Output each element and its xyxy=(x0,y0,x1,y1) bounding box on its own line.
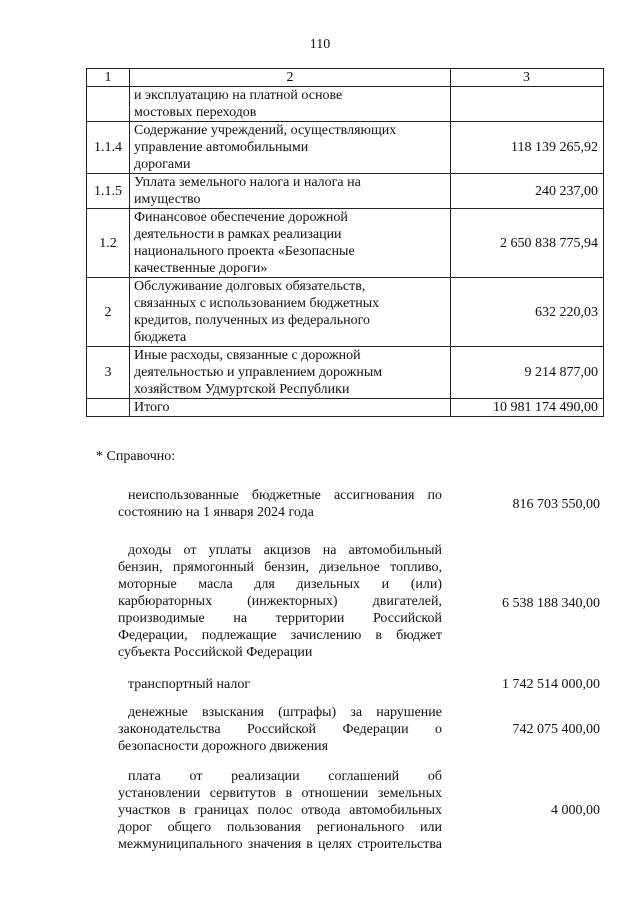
reference-line: моторные масла для дизельных и (или) xyxy=(118,577,442,592)
row-description xyxy=(130,347,451,399)
row-description xyxy=(130,209,451,278)
reference-item xyxy=(118,487,442,521)
header-col-1: 1 xyxy=(87,69,130,87)
description-line: Содержание учреждений, осуществляющих xyxy=(134,123,397,138)
row-description xyxy=(130,174,451,209)
row-amount: 9 214 877,00 xyxy=(451,347,604,399)
table-row xyxy=(87,87,604,122)
reference-line: законодательства Российской Федерации о xyxy=(118,722,442,737)
table-row xyxy=(87,347,604,399)
description-line: хозяйством Удмуртской Республики xyxy=(134,382,350,397)
reference-line: участков в границах полос отвода автомобильных xyxy=(118,803,442,818)
description-line: и эксплуатацию на платной основе xyxy=(134,88,343,103)
description-line: Обслуживание долговых обязательств, xyxy=(134,279,366,294)
description-line: связанных с использованием бюджетных xyxy=(134,296,380,311)
reference-line: производимые на территории Российской xyxy=(118,611,442,626)
description-line: деятельности в рамках реализации xyxy=(134,227,342,242)
description-line: Финансовое обеспечение дорожной xyxy=(134,210,348,225)
reference-value: 1 742 514 000,00 xyxy=(502,677,600,692)
reference-line: доходы от уплаты акцизов на автомобильный xyxy=(128,543,442,558)
reference-item xyxy=(118,704,442,755)
description-line: кредитов, полученных из федерального xyxy=(134,313,370,328)
reference-value: 4 000,00 xyxy=(551,803,600,818)
row-description xyxy=(130,278,451,347)
reference-line: состоянию на 1 января 2024 года xyxy=(118,505,314,520)
reference-line: межмуниципального значения в целях строительства xyxy=(118,837,442,852)
reference-line: бензин, прямогонный бензин, дизельное топливо, xyxy=(118,560,442,575)
reference-item xyxy=(118,542,442,661)
description-line: деятельностью и управлением дорожным xyxy=(134,365,383,380)
row-number: 2 xyxy=(87,278,130,347)
row-amount: 240 237,00 xyxy=(451,174,604,209)
reference-line: карбюраторных (инжекторных) двигателей, xyxy=(118,594,442,609)
total-amount: 10 981 174 490,00 xyxy=(451,399,604,417)
table-row xyxy=(87,278,604,347)
reference-value: 742 075 400,00 xyxy=(512,722,600,737)
header-col-3: 3 xyxy=(451,69,604,87)
page-number: 110 xyxy=(309,37,331,52)
row-number: 1.2 xyxy=(87,209,130,278)
reference-line: неиспользованные бюджетные ассигнования по xyxy=(128,488,442,503)
table-total-row xyxy=(87,399,604,417)
table-row xyxy=(87,174,604,209)
description-line: бюджета xyxy=(134,330,187,345)
budget-table xyxy=(86,68,604,417)
reference-value: 816 703 550,00 xyxy=(512,497,600,512)
row-number: 1.1.4 xyxy=(87,122,130,174)
reference-line: установлении сервитутов в отношении земельных xyxy=(118,786,442,801)
total-label: Итого xyxy=(134,400,170,415)
row-number: 3 xyxy=(87,347,130,399)
row-number xyxy=(87,87,130,122)
description-line: дорогами xyxy=(134,157,191,172)
reference-line: Федерации, подлежащие зачислению в бюджет xyxy=(118,628,442,643)
reference-line: денежные взыскания (штрафы) за нарушение xyxy=(128,705,442,720)
description-line: Уплата земельного налога и налога на xyxy=(134,175,361,190)
reference-line: плата от реализации соглашений об xyxy=(128,769,442,784)
row-description xyxy=(130,399,451,417)
description-line: качественные дороги» xyxy=(134,261,268,276)
header-col-2: 2 xyxy=(130,69,451,87)
row-amount xyxy=(451,87,604,122)
reference-line: субъекта Российской Федерации xyxy=(118,645,313,660)
reference-title: * Справочно: xyxy=(96,449,176,464)
row-description xyxy=(130,122,451,174)
description-line: имущество xyxy=(134,192,201,207)
reference-line: безопасности дорожного движения xyxy=(118,739,329,754)
description-line: Иные расходы, связанные с дорожной xyxy=(134,348,361,363)
row-number xyxy=(87,399,130,417)
reference-line: дорог общего пользования регионального или xyxy=(118,820,442,835)
row-amount: 118 139 265,92 xyxy=(451,122,604,174)
row-description xyxy=(130,87,451,122)
table-row xyxy=(87,122,604,174)
description-line: мостовых переходов xyxy=(134,105,257,120)
row-number: 1.1.5 xyxy=(87,174,130,209)
table-header-row xyxy=(87,69,604,87)
description-line: управление автомобильными xyxy=(134,140,309,155)
reference-item xyxy=(118,768,442,853)
reference-item xyxy=(118,676,442,693)
table-row xyxy=(87,209,604,278)
row-amount: 632 220,03 xyxy=(451,278,604,347)
reference-value: 6 538 188 340,00 xyxy=(502,596,600,611)
row-amount: 2 650 838 775,94 xyxy=(451,209,604,278)
description-line: национального проекта «Безопасные xyxy=(134,244,355,259)
reference-line: транспортный налог xyxy=(128,677,251,692)
